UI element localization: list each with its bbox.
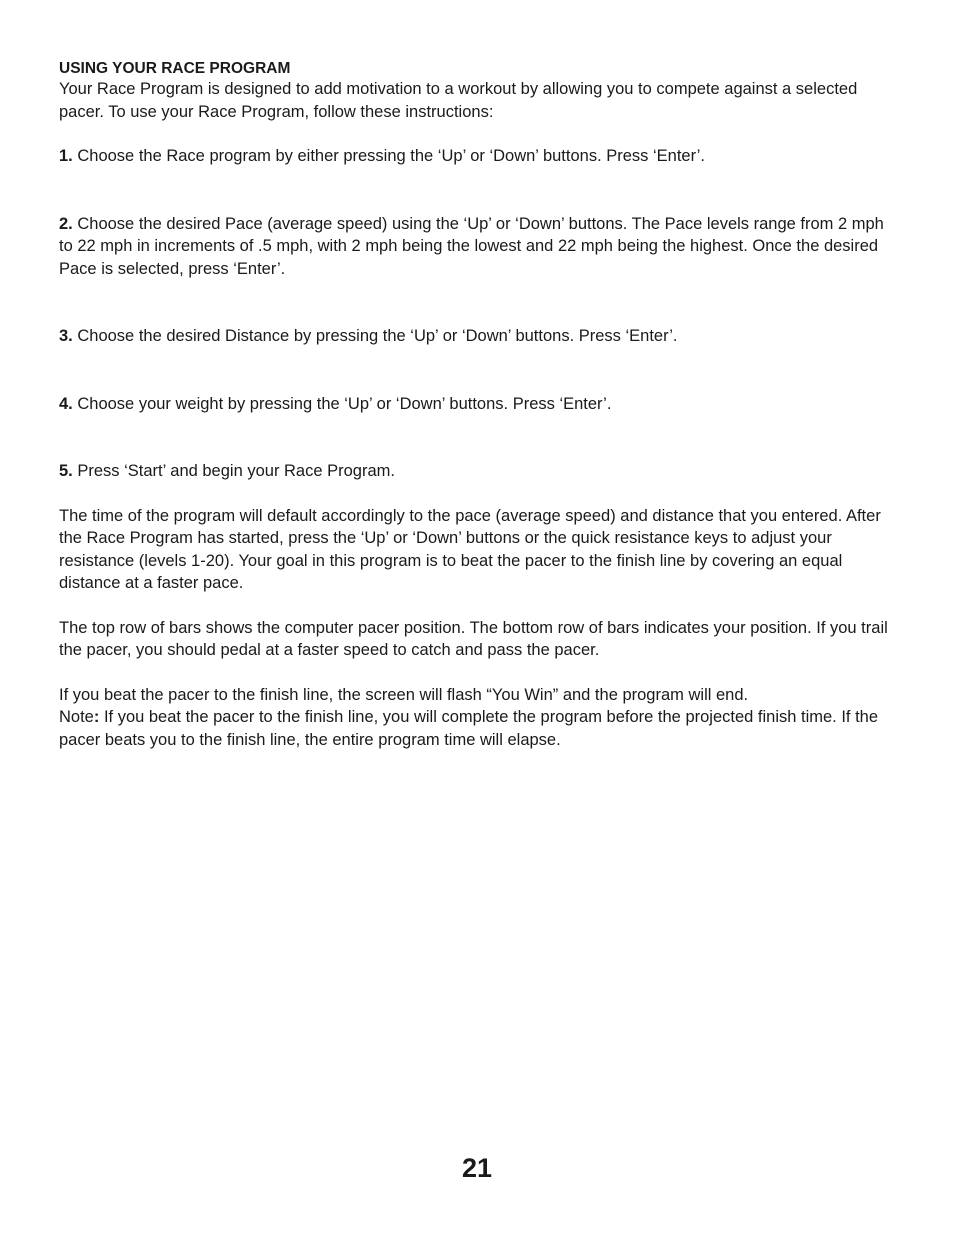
step-3 <box>59 325 899 348</box>
step-text: Choose your weight by pressing the ‘Up’ or ‘Down’ buttons. Press ‘Enter’. <box>77 394 612 413</box>
bars-paragraph: The top row of bars shows the computer pacer position. The bottom row of bars indicates your position. If you trail the pacer, you should pedal at a faster speed to catch and pass the pacer. <box>59 618 888 659</box>
step-number: 4. <box>59 394 73 413</box>
note-text: If you beat the pacer to the finish line, you will complete the program before the projected finish time. If the pacer beats you to the finish line, the entire program time will elapse. <box>59 708 879 749</box>
step-2 <box>59 213 899 281</box>
step-number: 1. <box>59 147 73 165</box>
step-text: Choose the Race program by either pressing the ‘Up’ or ‘Down’ buttons. Press ‘Enter’. <box>77 147 705 165</box>
step-number: 2. <box>59 214 73 233</box>
step-text: Choose the desired Distance by pressing the ‘Up’ or ‘Down’ buttons. Press ‘Enter’. <box>77 327 678 345</box>
note-colon: : <box>93 708 100 726</box>
page-number: 21 <box>461 1153 493 1183</box>
note-label: Note <box>59 708 94 726</box>
time-default-paragraph: The time of the program will default accordingly to the pace (average speed) and distance that you entered. After the Race Program has started, press the ‘Up’ or ‘Down’ buttons or the quick resistance keys to adjust your resistance (levels 1-20). Your goal in this program is to beat the pacer to the finish line by covering an equal distance at a faster pace. <box>59 506 881 592</box>
intro-paragraph: Your Race Program is designed to add motivation to a workout by allowing you to compete against a selected pacer. To use your Race Program, follow these instructions: <box>59 80 858 121</box>
step-number: 5. <box>59 462 73 480</box>
step-5 <box>59 460 899 483</box>
win-paragraph: If you beat the pacer to the finish line, the screen will flash “You Win” and the program will end. <box>59 685 749 704</box>
step-1 <box>59 145 899 168</box>
step-4 <box>59 393 899 416</box>
step-text: Press ‘Start’ and begin your Race Program. <box>77 462 395 480</box>
step-text: Choose the desired Pace (average speed) using the ‘Up’ or ‘Down’ buttons. The Pace levels range from 2 mph to 22 mph in increments of .5 mph, with 2 mph being the lowest and 22 mph being the highest. Once the desired Pace is selected, press ‘Enter’. <box>59 214 884 278</box>
manual-content <box>59 60 899 751</box>
note-paragraph <box>59 706 899 751</box>
step-number: 3. <box>59 327 73 345</box>
section-heading: USING YOUR RACE PROGRAM <box>59 60 291 77</box>
